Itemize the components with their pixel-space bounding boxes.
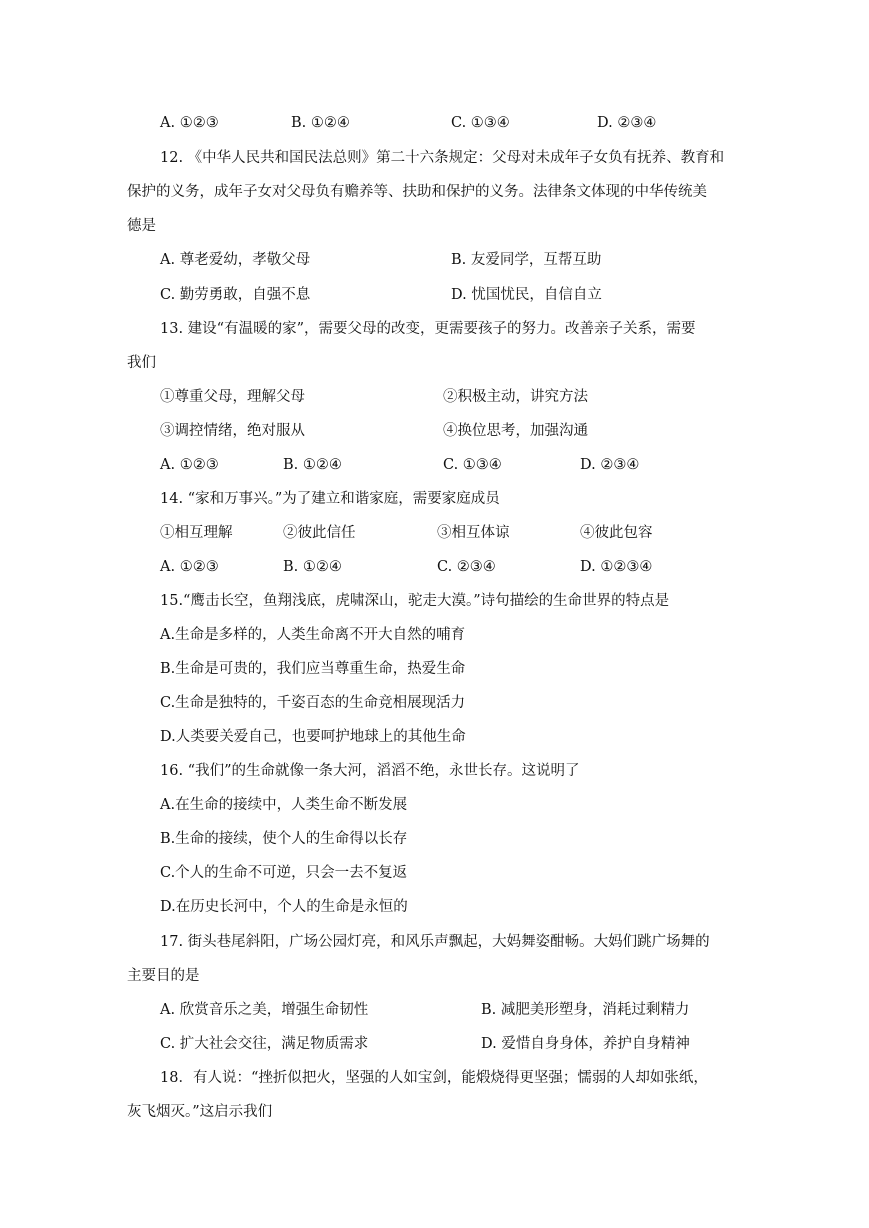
- option-c: C. 勤劳勇敢，自强不息: [160, 287, 311, 303]
- question-stem: 德是: [127, 218, 156, 234]
- statement-4: ④换位思考，加强沟通: [443, 423, 588, 439]
- statement-2: ②彼此信任: [283, 525, 356, 541]
- option-b: B. ①②④: [283, 559, 342, 575]
- statement-3: ③相互体谅: [437, 525, 510, 541]
- option-a: A. ①②③: [160, 457, 219, 473]
- option-a: A.生命是多样的，人类生命离不开大自然的哺育: [160, 627, 466, 643]
- option-b: B. ①②④: [283, 457, 342, 473]
- option-d: D. 爱惜自身身体，养护自身精神: [481, 1036, 690, 1052]
- statement-3: ③调控情绪，绝对服从: [160, 423, 305, 439]
- question-stem: 主要目的是: [127, 968, 200, 984]
- statement-2: ②积极主动，讲究方法: [443, 389, 588, 405]
- question-stem: 16. “我们”的生命就像一条大河，滔滔不绝，永世长存。这说明了: [160, 763, 580, 779]
- option-b: B. 友爱同学，互帮互助: [451, 252, 602, 268]
- question-stem: 17. 街头巷尾斜阳，广场公园灯亮，和风乐声飘起，大妈舞姿酣畅。大妈们跳广场舞的: [160, 934, 710, 950]
- option-d: D. ②③④: [580, 457, 640, 473]
- option-c: C. 扩大社会交往，满足物质需求: [160, 1036, 369, 1052]
- option-b: B. ①②④: [291, 115, 350, 131]
- option-c: C.生命是独特的，千姿百态的生命竞相展现活力: [160, 695, 466, 711]
- question-stem: 14. “家和万事兴。”为了建立和谐家庭，需要家庭成员: [160, 491, 500, 507]
- option-d: D. ①②③④: [580, 559, 653, 575]
- statement-1: ①尊重父母，理解父母: [160, 389, 305, 405]
- question-stem: 18．有人说：“挫折似把火，坚强的人如宝剑，能煅烧得更坚强；懦弱的人却如张纸，: [160, 1070, 708, 1086]
- option-a: A. 欣赏音乐之美，增强生命韧性: [160, 1002, 369, 1018]
- option-a: A. 尊老爱幼，孝敬父母: [160, 252, 311, 268]
- statement-1: ①相互理解: [160, 525, 233, 541]
- option-d: D. ②③④: [597, 115, 657, 131]
- option-b: B. 减肥美形塑身，消耗过剩精力: [481, 1002, 690, 1018]
- question-stem: 12. 《中华人民共和国民法总则》第二十六条规定：父母对未成年子女负有抚养、教育和: [160, 150, 725, 166]
- question-stem: 灰飞烟灭。”这启示我们: [127, 1104, 273, 1120]
- option-c: C. ②③④: [437, 559, 496, 575]
- option-c: C. ①③④: [443, 457, 502, 473]
- question-stem: 13. 建设“有温暖的家”，需要父母的改变，更需要孩子的努力。改善亲子关系，需要: [160, 321, 696, 337]
- option-d: D. 忧国忧民，自信自立: [451, 287, 602, 303]
- question-stem: 我们: [127, 355, 156, 371]
- option-d: D.人类要关爱自己，也要呵护地球上的其他生命: [160, 729, 466, 745]
- option-a: A. ①②③: [160, 559, 219, 575]
- option-d: D.在历史长河中，个人的生命是永恒的: [160, 899, 408, 915]
- question-stem: 15.“鹰击长空，鱼翔浅底，虎啸深山，驼走大漠。”诗句描绘的生命世界的特点是: [160, 593, 670, 609]
- option-b: B.生命的接续，使个人的生命得以长存: [160, 831, 408, 847]
- option-a: A.在生命的接续中，人类生命不断发展: [160, 797, 408, 813]
- option-b: B.生命是可贵的，我们应当尊重生命，热爱生命: [160, 661, 466, 677]
- question-stem: 保护的义务，成年子女对父母负有赡养等、扶助和保护的义务。法律条文体现的中华传统美: [127, 184, 707, 200]
- statement-4: ④彼此包容: [580, 525, 653, 541]
- option-c: C. ①③④: [451, 115, 510, 131]
- option-a: A. ①②③: [160, 115, 219, 131]
- option-c: C.个人的生命不可逆，只会一去不复返: [160, 865, 408, 881]
